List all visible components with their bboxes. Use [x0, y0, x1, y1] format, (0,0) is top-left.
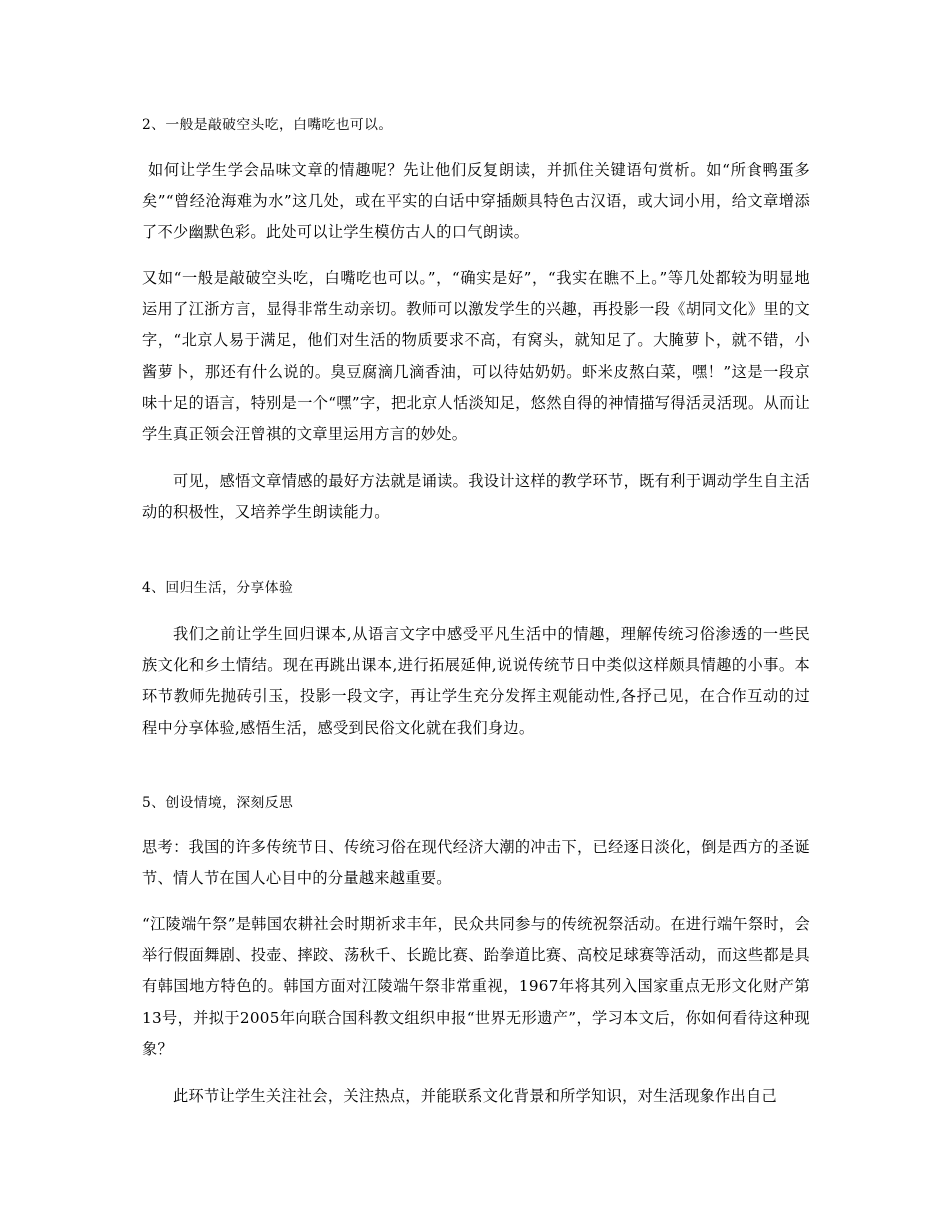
paragraph-gangneung-festival: “江陵端午祭”是韩国农耕社会时期祈求丰年，民众共同参与的传统祝祭活动。在进行端午祭时，会举行假面舞剧、投壶、摔跤、荡秋千、长跪比赛、跆拳道比赛、高校足球赛等活动，而这些都是具有韩国地方特色的。韩国方面对江陵端午祭非常重视，1967年将其列入国家重点无形文化财产第13号，并拟于2005年向联合国科教文组织申报“世界无形遗产”，学习本文后，你如何看待这种现象？ [142, 915, 810, 1058]
paragraph-social-focus: 此环节让学生关注社会，关注热点，并能联系文化背景和所学知识，对生活现象作出自己 [173, 1087, 778, 1105]
paragraph-dialect-examples: 又如“一般是敲破空头吃，白嘴吃也可以。”，“确实是好”，“我实在瞧不上。”等几处都较为明显地运用了江浙方言，显得非常生动亲切。教师可以激发学生的兴趣，再投影一段《胡同文化》里的文字，“北京人易于满足，他们对生活的物质要求不高，有窝头，就知足了。大腌萝卜，就不错，小酱萝卜，那还有什么说的。臭豆腐滴几滴香油，可以待姑奶奶。虾米皮熬白菜，嘿！”这是一段京味十足的语言，特别是一个“嘿”字，把北京人恬淡知足，悠然自得的神情描写得活灵活现。从而让学生真正领会汪曾祺的文章里运用方言的妙处。 [142, 269, 810, 444]
paragraph-reading-method: 可见，感悟文章情感的最好方法就是诵读。我设计这样的教学环节，既有利于调动学生自主活动的积极性，又培养学生朗读能力。 [142, 472, 810, 522]
paragraph-savor-interest: 如何让学生学会品味文章的情趣呢？先让他们反复朗读，并抓住关键语句赏析。如“所食鸭蛋多矣”“曾经沧海难为水”这几处，或在平实的白话中穿插颇具特色古汉语，或大词小用，给文章增添了不少幽默色彩。此处可以让学生模仿古人的口气朗读。 [142, 161, 810, 242]
section-heading-2: 2、一般是敲破空头吃，白嘴吃也可以。 [142, 117, 393, 133]
section-heading-4: 4、回归生活，分享体验 [142, 580, 294, 596]
section-heading-5: 5、创设情境，深刻反思 [142, 795, 294, 811]
paragraph-return-to-life: 我们之前让学生回归课本,从语言文字中感受平凡生活中的情趣，理解传统习俗渗透的一些民族文化和乡土情结。现在再跳出课本,进行拓展延伸,说说传统节日中类似这样颇具情趣的小事。本环节教师先抛砖引玉，投影一段文字，再让学生充分发挥主观能动性,各抒己见，在合作互动的过程中分享体验,感悟生活，感受到民俗文化就在我们身边。 [142, 625, 810, 737]
paragraph-thinking: 思考：我国的许多传统节日、传统习俗在现代经济大潮的冲击下，已经逐日淡化，倒是西方的圣诞节、情人节在国人心目中的分量越来越重要。 [142, 838, 810, 888]
